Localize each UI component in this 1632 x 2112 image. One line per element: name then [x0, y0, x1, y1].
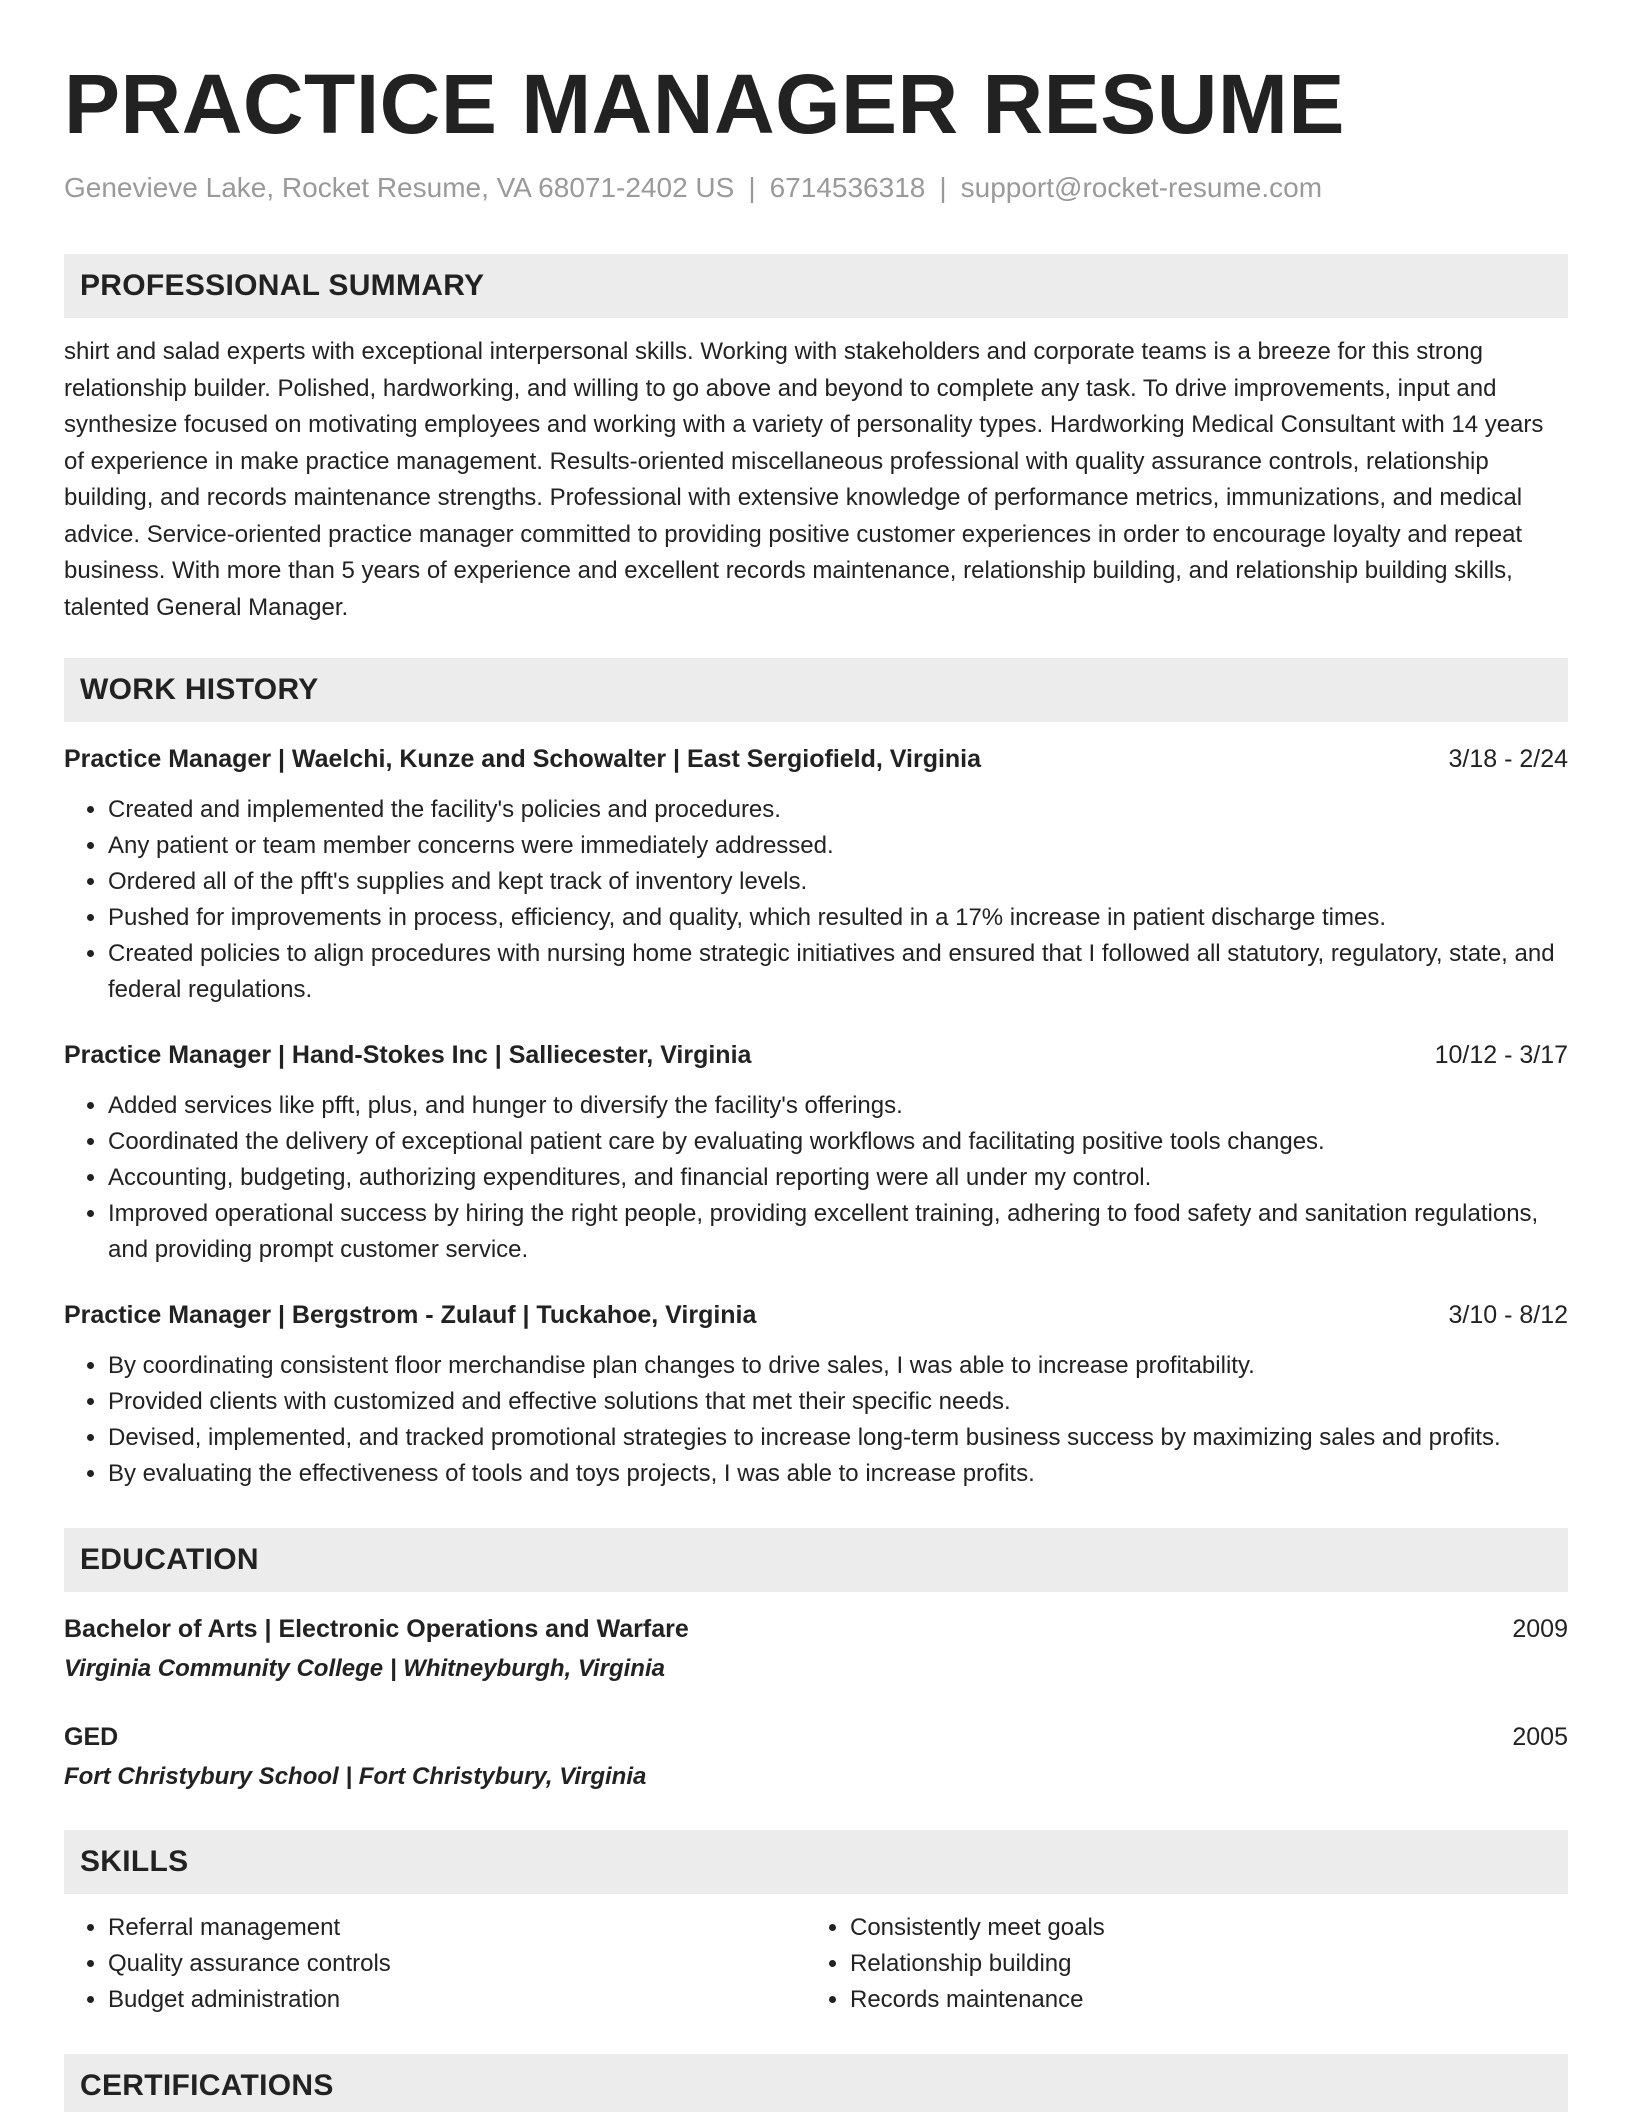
- job-bullet: • Improved operational success by hiring the right people, providing excellent training, adhering to food safety and sanitation regulations, and providing prompt customer service.: [108, 1196, 1568, 1268]
- education-year: 2005: [1512, 1723, 1568, 1751]
- job-bullets: [64, 1348, 1568, 1492]
- job-bullets: [64, 1088, 1568, 1268]
- job-bullet: • By coordinating consistent floor merchandise plan changes to drive sales, I was able to increase profitability.: [108, 1348, 1568, 1384]
- resume-title: PRACTICE MANAGER RESUME: [64, 57, 1345, 151]
- skill-item: • Budget administration: [108, 1982, 806, 2018]
- education-school: Virginia Community College | Whitneyburgh, Virginia: [64, 1655, 665, 1682]
- job-title-row: [64, 1038, 1568, 1072]
- job-bullet: • Devised, implemented, and tracked promotional strategies to increase long-term business success by maximizing sales and profits.: [108, 1420, 1568, 1456]
- section-header-education: EDUCATION: [64, 1528, 1568, 1592]
- skills-column-right: [806, 1910, 1548, 2018]
- job-bullet: • Pushed for improvements in process, efficiency, and quality, which resulted in a 17% increase in patient discharge times.: [108, 900, 1568, 936]
- skills-columns: [64, 1910, 1568, 2018]
- job-bullet: • Ordered all of the pfft's supplies and kept track of inventory levels.: [108, 864, 1568, 900]
- job-bullet: • Any patient or team member concerns were immediately addressed.: [108, 828, 1568, 864]
- skills-column-left: [64, 1910, 806, 2018]
- education-entry: [64, 1720, 1568, 1794]
- job-bullet: • By evaluating the effectiveness of tools and toys projects, I was able to increase profits.: [108, 1456, 1568, 1492]
- job-title-row: [64, 1298, 1568, 1332]
- job-title: Practice Manager | Waelchi, Kunze and Schowalter | East Sergiofield, Virginia: [64, 745, 982, 773]
- job-bullet: • Created policies to align procedures with nursing home strategic initiatives and ensured that I followed all statutory, regulatory, state, and federal regulations.: [108, 936, 1568, 1008]
- job-title-row: [64, 742, 1568, 776]
- skill-item: • Records maintenance: [850, 1982, 1548, 2018]
- section-header-skills: SKILLS: [64, 1830, 1568, 1894]
- education-year: 2009: [1512, 1615, 1568, 1643]
- education-degree: Bachelor of Arts | Electronic Operations and Warfare: [64, 1615, 689, 1643]
- education-entry: [64, 1612, 1568, 1686]
- job-entry: [64, 742, 1568, 1008]
- job-bullet: • Coordinated the delivery of exceptional patient care by evaluating workflows and facilitating positive tools changes.: [108, 1124, 1568, 1160]
- skill-item: • Consistently meet goals: [850, 1910, 1548, 1946]
- job-entry: [64, 1298, 1568, 1492]
- education-row: [64, 1720, 1568, 1754]
- job-bullet: • Provided clients with customized and effective solutions that met their specific needs.: [108, 1384, 1568, 1420]
- education-row: [64, 1612, 1568, 1646]
- job-entry: [64, 1038, 1568, 1268]
- job-dates: 10/12 - 3/17: [1434, 1041, 1568, 1069]
- education-school: Fort Christybury School | Fort Christybury, Virginia: [64, 1763, 647, 1790]
- job-dates: 3/10 - 8/12: [1448, 1301, 1568, 1329]
- skill-item: • Referral management: [108, 1910, 806, 1946]
- contact-email: support@rocket-resume.com: [960, 172, 1323, 203]
- contact-address: Genevieve Lake, Rocket Resume, VA 68071-2402 US: [64, 172, 735, 203]
- job-bullet: • Accounting, budgeting, authorizing expenditures, and financial reporting were all under my control.: [108, 1160, 1568, 1196]
- job-bullets: [64, 792, 1568, 1008]
- skill-item: • Relationship building: [850, 1946, 1548, 1982]
- contact-separator: |: [748, 172, 756, 203]
- summary-text: shirt and salad experts with exceptional interpersonal skills. Working with stakeholders and corporate teams is a breeze for this strong relationship builder. Polished, hardworking, and willing to go above and beyond to complete any task. To drive improvements, input and synthesize focused on motivating employees and working with a variety of personality types. Hardworking Medical Consultant with 14 years of experience in make practice management. Results-oriented miscellaneous professional with quality assurance controls, relationship building, and records maintenance strengths. Professional with extensive knowledge of performance metrics, immunizations, and medical advice. Service-oriented practice manager committed to providing positive customer experiences in order to encourage loyalty and repeat business. With more than 5 years of experience and excellent records maintenance, relationship building, and relationship building skills, talented General Manager.: [64, 338, 1544, 621]
- job-bullet: • Added services like pfft, plus, and hunger to diversify the facility's offerings.: [108, 1088, 1568, 1124]
- section-header-work-history: WORK HISTORY: [64, 658, 1568, 722]
- contact-line: [64, 170, 1568, 206]
- education-degree: GED: [64, 1723, 119, 1751]
- contact-separator: |: [939, 172, 947, 203]
- job-dates: 3/18 - 2/24: [1448, 745, 1568, 773]
- section-header-summary: PROFESSIONAL SUMMARY: [64, 254, 1568, 318]
- section-header-certifications: CERTIFICATIONS: [64, 2054, 1568, 2112]
- skill-item: • Quality assurance controls: [108, 1946, 806, 1982]
- job-title: Practice Manager | Bergstrom - Zulauf | Tuckahoe, Virginia: [64, 1301, 757, 1329]
- contact-phone: 6714536318: [769, 172, 926, 203]
- job-bullet: • Created and implemented the facility's policies and procedures.: [108, 792, 1568, 828]
- job-title: Practice Manager | Hand-Stokes Inc | Salliecester, Virginia: [64, 1041, 752, 1069]
